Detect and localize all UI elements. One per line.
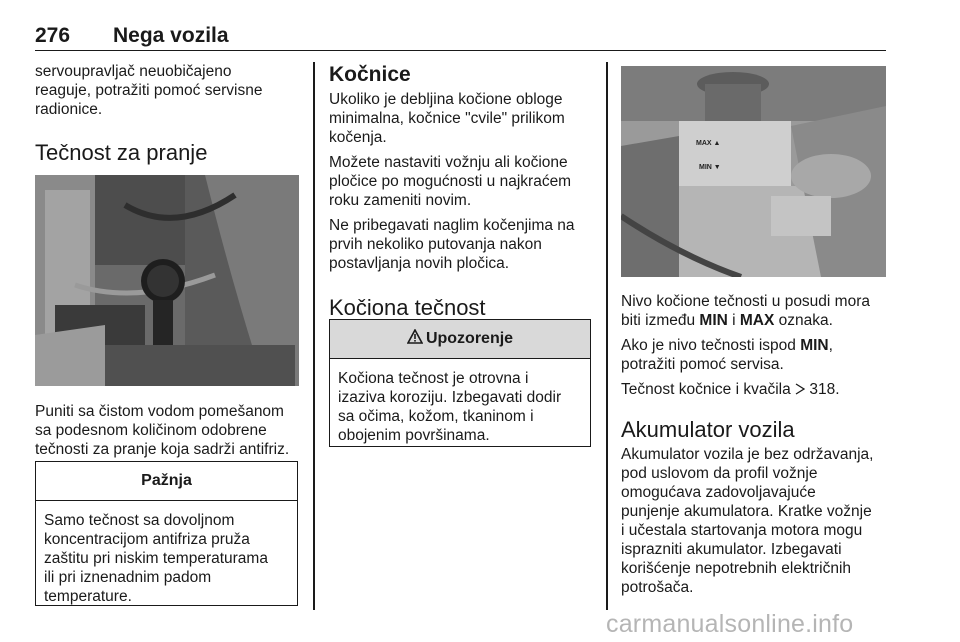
washer-fluid-photo <box>35 175 299 386</box>
page-header <box>35 22 886 51</box>
column-divider <box>313 62 315 610</box>
brakes-heading: Kočnice <box>329 63 411 86</box>
brakes-para-3 <box>329 216 591 273</box>
below-min-para <box>621 336 886 374</box>
notice-line: temperature. <box>44 588 132 605</box>
brakes-para-1 <box>329 90 591 147</box>
column-3-text <box>621 292 886 597</box>
page-reference-arrow-icon <box>795 381 805 398</box>
text-line: i učestala startovanja motora mogu <box>621 522 863 539</box>
warning-line: obojenim površinama. <box>338 427 490 444</box>
text-line <box>621 336 886 355</box>
min-label: MIN <box>800 337 829 354</box>
column-divider <box>606 62 608 610</box>
text-fragment: biti između <box>621 312 700 329</box>
intro-text <box>35 62 299 119</box>
column-2 <box>329 62 591 321</box>
warning-triangle-icon <box>407 329 423 349</box>
intro-line: reaguje, potražiti pomoć servisne <box>35 82 263 99</box>
caption-line: sa podesnom količinom odobrene <box>35 422 267 439</box>
brake-fluid-reservoir-photo <box>621 66 886 277</box>
text-line: isprazniti akumulator. Izbegavati <box>621 541 842 558</box>
reference-para <box>621 380 886 399</box>
text-line: kočenja. <box>329 129 387 146</box>
text-line: roku zameniti novim. <box>329 192 472 209</box>
intro-line: servoupravljač neuobičajeno <box>35 63 232 80</box>
warning-line: izaziva koroziju. Izbegavati dodir <box>338 389 562 406</box>
warning-title: Upozorenje <box>425 330 514 347</box>
text-fragment: Tečnost kočnice i kvačila <box>621 381 796 398</box>
notice-title: Pažnja <box>36 462 297 501</box>
notice-line: ili pri iznenadnim padom <box>44 569 212 586</box>
caption-line: tečnosti za pranje koja sadrži antifriz. <box>35 441 290 458</box>
text-line <box>621 311 886 330</box>
page-number: 276 <box>35 24 71 47</box>
text-fragment: , <box>828 337 833 354</box>
column-1 <box>35 62 299 166</box>
level-para <box>621 292 886 330</box>
text-line: omogućava zadovoljavajuće <box>621 484 816 501</box>
text-line: prvih nekoliko putovanja nakon <box>329 236 542 253</box>
text-line: Akumulator vozila je bez održavanja, <box>621 446 874 463</box>
washer-fluid-heading: Tečnost za pranje <box>35 140 208 165</box>
text-line: postavljanja novih pločica. <box>329 255 510 272</box>
text-line <box>621 380 886 399</box>
text-line: Nivo kočione tečnosti u posudi mora <box>621 293 870 310</box>
max-label: MAX <box>739 312 775 329</box>
text-line: potražiti pomoć servisa. <box>621 356 784 373</box>
warning-body <box>330 359 590 445</box>
notice-line: zaštitu pri niskim temperaturama <box>44 550 268 567</box>
battery-heading: Akumulator vozila <box>621 417 795 442</box>
text-line: pločice po mogućnosti u najkraćem <box>329 173 572 190</box>
max-mark-label: MAX ▲ <box>696 140 721 147</box>
site-watermark: carmanualsonline.info <box>606 610 854 638</box>
text-line: potrošača. <box>621 579 694 596</box>
text-line: korišćenje nepotrebnih električnih <box>621 560 852 577</box>
section-title: Nega vozila <box>113 24 229 47</box>
warning-line: Kočiona tečnost je otrovna i <box>338 370 529 387</box>
notice-line: Samo tečnost sa dovoljnom <box>44 512 235 529</box>
text-line: punjenje akumulatora. Kratke vožnje <box>621 503 872 520</box>
notice-body <box>36 501 297 606</box>
text-fragment: oznaka. <box>774 312 833 329</box>
battery-para <box>621 445 886 597</box>
reference-page[interactable]: 318. <box>805 381 840 398</box>
text-line: minimalna, kočnice "cvile" prilikom <box>329 110 565 127</box>
text-line: Možete nastaviti vožnju ali kočione <box>329 154 568 171</box>
text-line: Ukoliko je debljina kočione obloge <box>329 91 563 108</box>
text-fragment: Ako je nivo tečnosti ispod <box>621 337 801 354</box>
notice-box <box>35 461 298 606</box>
warning-box <box>329 319 591 447</box>
text-line: Ne pribegavati naglim kočenjima na <box>329 217 575 234</box>
warning-header <box>330 320 590 359</box>
warning-line: sa očima, kožom, tkaninom i <box>338 408 534 425</box>
text-line: pod uslovom da profil vožnje <box>621 465 818 482</box>
intro-line: radionice. <box>35 101 103 118</box>
brake-fluid-heading: Kočiona tečnost <box>329 295 486 320</box>
notice-line: koncentracijom antifriza pruža <box>44 531 250 548</box>
min-mark-label: MIN ▼ <box>699 164 721 171</box>
caption-line: Puniti sa čistom vodom pomešanom <box>35 403 284 420</box>
text-fragment: i <box>727 312 740 329</box>
min-label: MIN <box>699 312 728 329</box>
washer-caption <box>35 402 299 459</box>
brakes-para-2 <box>329 153 591 210</box>
